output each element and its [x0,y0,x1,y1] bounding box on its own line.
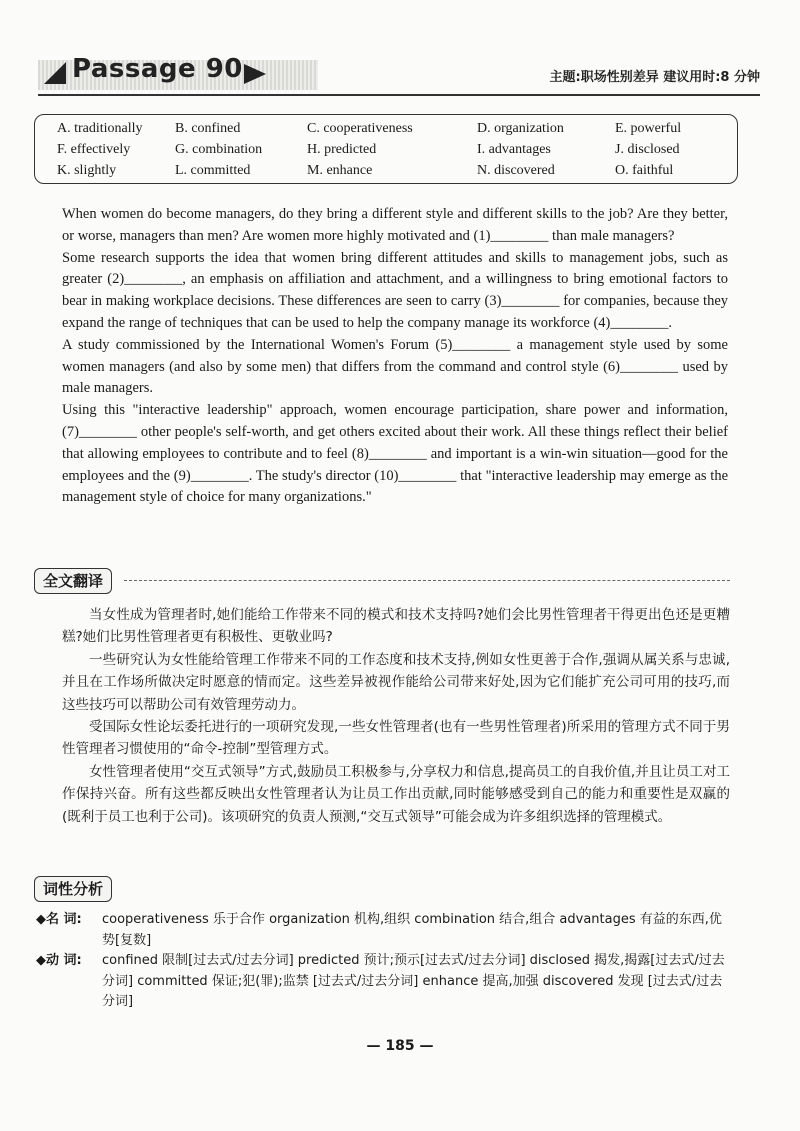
passage-paragraph-3: A study commissioned by the International Women's Forum (5)________ a management style used by some women managers (and also by some men) that differs from the command and control style (6)________ used by male managers. [62,336,728,397]
option-d: D. organization [477,121,564,136]
option-n: N. discovered [477,163,555,178]
vocab-tag-verbs: ◆动 词: [36,953,82,968]
passage-paragraph-1: When women do become managers, do they bring a different style and different skills to the job? Are they better, or worse, managers than men? Are women more highly motivated and (1)________ than male managers? [62,206,728,244]
vocab-row-verbs [36,951,730,1013]
vocab-text-verbs: confined 限制[过去式/过去分词] predicted 预计;预示[过去式/过去分词] disclosed 揭发,揭露[过去式/过去分词] committed 保证;犯(罪);监禁 [过去式/过去分词] enhance 提高,加强 discovered 发现 [过去式/过去分词] [102,953,725,1009]
vocab-analysis [36,910,730,1013]
translation-text [62,604,730,828]
option-i: I. advantages [477,142,551,157]
option-g: G. combination [175,142,263,157]
passage-text [62,204,728,509]
vocab-heading: 词性分析 [34,876,112,902]
option-j: J. disclosed [615,142,680,157]
triangle-right-icon [244,64,266,84]
vocab-row-nouns [36,910,730,951]
vocab-tag-nouns: ◆名 词: [36,912,82,927]
translation-divider [124,580,730,581]
passage-header [38,52,760,96]
option-k: K. slightly [57,163,117,178]
passage-title: Passage 90 [72,54,243,84]
translation-paragraph-1: 当女性成为管理者时,她们能给工作带来不同的模式和技术支持吗?她们会比男性管理者干得更出色还是更糟糕?她们比男性管理者更有积极性、更敬业吗? [62,607,730,646]
page-number: — 185 — [366,1038,434,1054]
option-f: F. effectively [57,142,131,157]
option-a: A. traditionally [57,121,143,136]
triangle-left-icon [44,62,66,84]
translation-paragraph-4: 女性管理者使用“交互式领导”方式,鼓励员工积极参与,分享权力和信息,提高员工的自我价值,并且让员工对工作保持兴奋。所有这些都反映出女性管理者认为让员工作出贡献,同时能够感受到自己的能力和重要性是双赢的(既利于员工也利于公司)。该项研究的负责人预测,“交互式领导”可能会成为许多组织选择的管理模式。 [62,763,730,825]
option-m: M. enhance [307,163,373,178]
option-l: L. committed [175,163,251,178]
translation-heading: 全文翻译 [34,568,112,594]
translation-paragraph-2: 一些研究认为女性能给管理工作带来不同的工作态度和技术支持,例如女性更善于合作,强调从属关系与忠诚,并且在工作场所做决定时愿意的情而定。这些差异被视作能给公司带来好处,因为它们能扩充公司可用的技巧,而这些技巧可以帮助公司有效管理劳动力。 [62,651,730,713]
passage-paragraph-2: Some research supports the idea that women bring different attitudes and skills to management jobs, such as greater (2)________, an emphasis on affiliation and attachment, and a willingness to bring emotional factors to bear in making workplace decisions. These differences are seen to carry (3)________ for companies, because they expand the range of techniques that can be used to help the company manage its workforce (4)________. [62,249,728,331]
word-bank [34,114,738,184]
option-b: B. confined [175,121,241,136]
vocab-text-nouns: cooperativeness 乐于合作 organization 机构,组织 combination 结合,组合 advantages 有益的东西,优势[复数] [102,912,722,948]
option-e: E. powerful [615,121,682,136]
option-o: O. faithful [615,163,674,178]
option-h: H. predicted [307,142,377,157]
topic-label: 主题:职场性别差异 建议用时:8 分钟 [549,70,760,85]
translation-paragraph-3: 受国际女性论坛委托进行的一项研究发现,一些女性管理者(也有一些男性管理者)所采用的管理方式不同于男性管理者习惯使用的“命令-控制”型管理方式。 [62,719,730,758]
option-c: C. cooperativeness [307,121,413,136]
passage-paragraph-4: Using this "interactive leadership" approach, women encourage participation, share power and information, (7)________ other people's self-worth, and get others excited about their work. All these things reflect their belief that allowing employees to contribute and to feel (8)________ and important is a win-win situation—good for the employees and the (9)________. The study's director (10)________ that "interactive leadership may emerge as the management style of choice for many organizations." [62,402,728,506]
